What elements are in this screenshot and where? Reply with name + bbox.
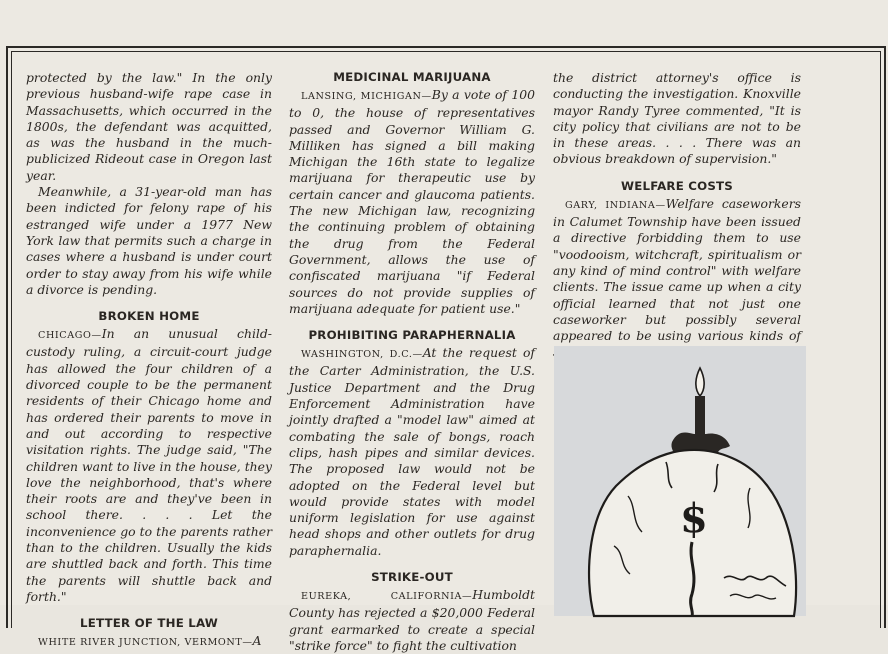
paragraph: protected by the law." In the only previous husband-wife rape case in Massachusetts, which occurred in the 1800s, the defendant was acquitted, as was the husband in the much-publicized Rideout case in Oregon last year. [26, 70, 272, 183]
article-paragraph [289, 345, 535, 559]
candle [695, 396, 705, 436]
section-heading: STRIKE-OUT [371, 570, 453, 585]
article-paragraph [26, 326, 272, 605]
article-text: By a vote of 100 to 0, the house of representatives passed and Governor William G. Milliken has signed a bill making Michigan the 16th state to legalize marijuana for therapeutic use by certain cancer and glaucoma patients. The new Michigan law, recognizing the continuing problem of obtaining the drug from the Federal Government, allows the use of confiscated marijuana "if Federal sources do not provide supplies of marijuana adequate for patient use." [289, 87, 535, 316]
dateline: EUREKA, CALIFORNIA— [301, 591, 473, 603]
dateline: CHICAGO— [38, 330, 102, 342]
article-paragraph [26, 633, 272, 651]
skull-candle-illustration [554, 346, 806, 616]
article-text: Welfare caseworkers in Calumet Township have been issued a directive forbidding them to use "voodooism, witchcraft, spiritualism or any kind of mind control" with welfare clients. The issue came up when a city official learned that not just one caseworker but possibly several appeared to be using various kinds of [553, 195, 801, 344]
paragraph: the district attorney's office is conducting the investigation. Knoxville mayor Randy Tyree commented, "It is city policy that civilians are not to be in these areas. . . . There was an obvious breakdown of supervision." [553, 70, 801, 167]
dollar-sign-icon: $ [680, 495, 708, 542]
column-2 [289, 70, 535, 654]
article-text: A [252, 633, 262, 649]
article-paragraph [289, 87, 535, 317]
article-text: In an unusual child-custody ruling, a circuit-court judge has allowed the four children of a divorced couple to be the permanent residents of their Chicago home and has ordered their parents to move in and out according to respective visitation rights. The judge said, "The children want to live in the house, they love the neighborhood, that's where their roots are and they've been in school there. . . . Let the inconvenience go to the parents rather than to the children. Usually the kids are shuttled back and forth. This time the parents will shuttle back and forth." [26, 326, 272, 604]
section-heading: WELFARE COSTS [621, 178, 733, 193]
article-paragraph [289, 587, 535, 654]
skull-candle-icon [554, 346, 806, 616]
paragraph: Meanwhile, a 31-year-old man has been indicted for felony rape of his estranged wife under a 1977 New York law that permits such a charge in cases where a husband is under court order to stay away from his wife while a divorce is pending. [26, 184, 272, 297]
section-heading: PROHIBITING PARAPHERNALIA [308, 328, 516, 343]
dateline: GARY, INDIANA— [565, 199, 666, 211]
section-heading: BROKEN HOME [98, 309, 200, 324]
article-paragraph [553, 196, 801, 361]
article-text: Humboldt County has rejected a $20,000 Federal grant earmarked to create a special "strike force" to fight the cultivation [289, 587, 535, 653]
column-1 [26, 70, 272, 652]
dateline: LANSING, MICHIGAN— [301, 91, 432, 102]
dateline: WHITE RIVER JUNCTION, VERMONT— [38, 637, 253, 649]
dateline: WASHINGTON, D.C.— [301, 349, 423, 361]
section-heading: MEDICINAL MARIJUANA [333, 70, 491, 84]
article-text: At the request of the Carter Administration, the U.S. Justice Department and the Drug Enforcement Administration have jointly drafted a "model law" aimed at combating the sale of bongs, roach clips, hash pipes and similar devices. The proposed law would not be adopted on the Federal level but would provide states with model uniform legislation for use against head shops and other outlets for drug paraphernalia. [289, 345, 535, 558]
column-3 [553, 70, 801, 361]
section-heading: LETTER OF THE LAW [80, 616, 218, 631]
